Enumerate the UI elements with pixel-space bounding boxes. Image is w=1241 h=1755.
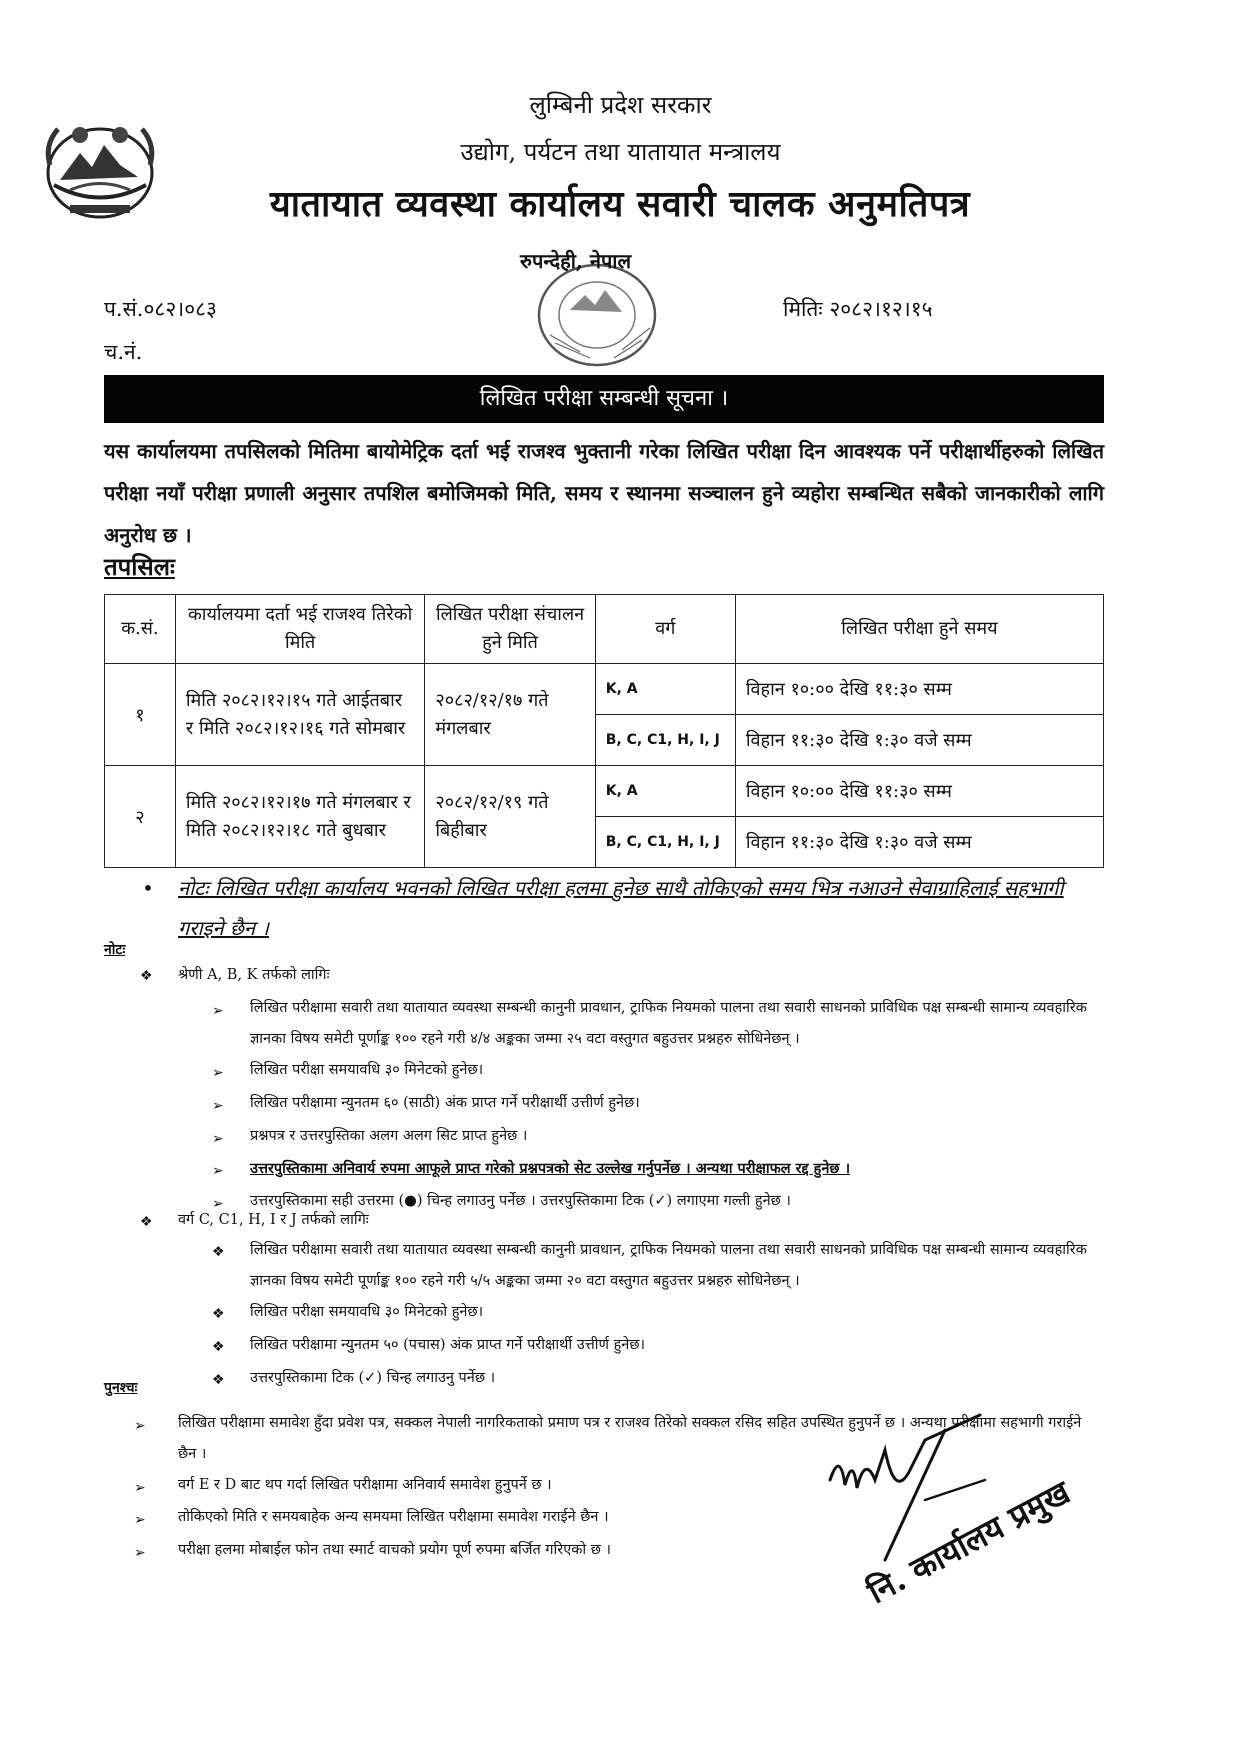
notice-banner: लिखित परीक्षा सम्बन्धी सूचना । (104, 375, 1104, 423)
postscript-item: वर्ग E र D बाट थप गर्दा लिखित परीक्षामा अनिवार्य समावेश हुनुपर्ने छ । (178, 1477, 552, 1493)
details-heading: तपसिलः (104, 552, 175, 581)
row-serial: १ (105, 664, 176, 766)
row-category: K, A (595, 766, 735, 817)
row-exam-date: २०८२/१२/१९ गते बिहीबार (425, 766, 595, 868)
arrow-bullet-icon: ➢ (134, 1418, 146, 1434)
diamond-bullet-icon: ❖ (140, 1214, 153, 1230)
group1-title: श्रेणी A, B, K तर्फको लागिः (178, 967, 330, 983)
table-row (105, 664, 1104, 715)
row-category: K, A (595, 664, 735, 715)
row-exam-time: विहान ११:३० देखि १:३० वजे सम्म (735, 817, 1103, 868)
bullet-icon: • (142, 876, 154, 900)
exam-schedule-table (104, 594, 1104, 868)
postscript-item: परीक्षा हलमा मोबाईल फोन तथा स्मार्ट वाचको प्रयोग पूर्ण रुपमा बर्जित गरिएको छ । (178, 1542, 612, 1558)
group2-item: लिखित परीक्षामा न्युनतम ५० (पचास) अंक प्राप्त गर्ने परीक्षार्थी उत्तीर्ण हुनेछ। (250, 1337, 645, 1353)
arrow-bullet-icon: ➢ (134, 1480, 146, 1496)
group2-title: वर्ग C, C1, H, I र J तर्फको लागिः (178, 1212, 369, 1228)
postscript-item: तोकिएको मिति र समयबाहेक अन्य समयमा लिखित परीक्षामा समावेश गराईने छैन । (178, 1509, 609, 1525)
postscript-heading: पुनश्चः (104, 1380, 138, 1396)
group2-item: लिखित परीक्षामा सवारी तथा यातायात व्यवस्था सम्बन्धी कानुनी प्रावधान, ट्राफिक नियमको पालना तथा सवारी साधनको प्राविधिक पक्ष सम्बन्धी सामान्य व्यवहारिक ज्ञानका विषय समेटी पूर्णाङ्क १०० रहने गरी ५/५ अङ्कका जम्मा २० वटा वस्तुगत बहुउत्तर प्रश्नहरु सोधिनेछन् । (250, 1242, 1087, 1289)
group1-item: लिखित परीक्षामा न्युनतम ६० (साठी) अंक प्राप्त गर्ने परीक्षार्थी उत्तीर्ण हुनेछ। (250, 1095, 640, 1111)
office-title: यातायात व्यवस्था कार्यालय सवारी चालक अनुमतिपत्र (269, 183, 971, 225)
arrow-bullet-icon: ➢ (212, 1163, 224, 1179)
diamond-bullet-icon: ❖ (212, 1244, 225, 1260)
issue-date: मितिः २०८२।१२।१५ (783, 297, 933, 321)
header-serial: क.सं. (105, 595, 176, 664)
province-government-title: लुम्बिनी प्रदेश सरकार (529, 91, 712, 119)
diamond-bullet-icon: ❖ (212, 1372, 225, 1388)
row-exam-date: २०८२/१२/१७ गते मंगलबार (425, 664, 595, 766)
arrow-bullet-icon: ➢ (212, 1003, 224, 1019)
row-registration-date: मिति २०८२।१२।१५ गते आईतबार र मिति २०८२।१२।१६ गते सोमबार (175, 664, 424, 766)
header-category: वर्ग (595, 595, 735, 664)
row-category: B, C, C1, H, I, J (595, 715, 735, 766)
arrow-bullet-icon: ➢ (134, 1545, 146, 1561)
dispatch-number: च.नं. (104, 340, 143, 364)
group1-item: लिखित परीक्षामा सवारी तथा यातायात व्यवस्था सम्बन्धी कानुनी प्रावधान, ट्राफिक नियमको पालना तथा सवारी साधनको प्राविधिक पक्ष सम्बन्धी सामान्य व्यवहारिक ज्ञानका विषय समेटी पूर्णाङ्क १०० रहने गरी ४/४ अङ्कका जम्मा २५ वटा वस्तुगत बहुउत्तर प्रश्नहरु सोधिनेछन् । (250, 1000, 1087, 1047)
office-location: रुपन्देही, नेपाल (520, 249, 632, 273)
header-exam-time: लिखित परीक्षा हुने समय (735, 595, 1103, 664)
group2-item: उत्तरपुस्तिकामा टिक (✓) चिन्ह लगाउनु पर्नेछ । (250, 1370, 496, 1386)
arrow-bullet-icon: ➢ (212, 1065, 224, 1081)
attendance-notice: नोटः लिखित परीक्षा कार्यालय भवनको लिखित परीक्षा हलमा हुनेछ साथै तोकिएको समय भित्र नआउने सेवाग्राहिलाई सहभागी गराइने छैन । (178, 876, 1064, 940)
row-exam-time: विहान १०:०० देखि ११:३० सम्म (735, 766, 1103, 817)
header-exam-date: लिखित परीक्षा संचालन हुने मिति (425, 595, 595, 664)
group2-item: लिखित परीक्षा समयावधि ३० मिनेटको हुनेछ। (250, 1304, 484, 1320)
group1-item: उत्तरपुस्तिकामा अनिवार्य रुपमा आफूले प्राप्त गरेको प्रश्नपत्रको सेट उल्लेख गर्नुपर्नेछ । अन्यथा परीक्षाफल रद्द हुनेछ । (250, 1160, 851, 1177)
arrow-bullet-icon: ➢ (134, 1512, 146, 1528)
table-header-row (105, 595, 1104, 664)
diamond-bullet-icon: ❖ (140, 968, 153, 984)
row-registration-date: मिति २०८२।१२।१७ गते मंगलबार र मिति २०८२।१२।१८ गते बुधबार (175, 766, 424, 868)
table-row (105, 766, 1104, 817)
postscript-item: लिखित परीक्षामा समावेश हुँदा प्रवेश पत्र, सक्कल नेपाली नागरिकताको प्रमाण पत्र र राजश्व तिरेको सक्कल रसिद सहित उपस्थित हुनुपर्ने छ । अन्यथा परीक्षामा सहभागी गराईने छैन । (178, 1415, 1082, 1462)
diamond-bullet-icon: ❖ (212, 1306, 225, 1322)
arrow-bullet-icon: ➢ (212, 1131, 224, 1147)
arrow-bullet-icon: ➢ (212, 1098, 224, 1114)
row-serial: २ (105, 766, 176, 868)
diamond-bullet-icon: ❖ (212, 1339, 225, 1355)
group1-item: उत्तरपुस्तिकामा सही उत्तरमा (●) चिन्ह लगाउनु पर्नेछ । उत्तरपुस्तिकामा टिक (✓) लगाएमा गल्ती हुनेछ । (250, 1193, 791, 1209)
notes-heading: नोटः (104, 942, 126, 958)
arrow-bullet-icon: ➢ (212, 1196, 224, 1212)
row-category: B, C, C1, H, I, J (595, 817, 735, 868)
reference-number: प.सं.०८२।०८३ (104, 297, 217, 321)
intro-paragraph: यस कार्यालयमा तपसिलको मितिमा बायोमेट्रिक दर्ता भई राजश्व भुक्तानी गरेका लिखित परीक्षा दिन आवश्यक पर्ने परीक्षार्थीहरुको लिखित परीक्षा नयाँ परीक्षा प्रणाली अनुसार तपशिल बमोजिमको मिति, समय र स्थानमा सञ्चालन हुने व्यहोरा सम्बन्धित सबैको जानकारीको लागि अनुरोध छ । (104, 439, 1104, 547)
signatory-title: नि. कार्यालय प्रमुख (861, 1472, 1077, 1612)
row-exam-time: विहान ११:३० देखि १:३० वजे सम्म (735, 715, 1103, 766)
row-exam-time: विहान १०:०० देखि ११:३० सम्म (735, 664, 1103, 715)
group1-item: लिखित परीक्षा समयावधि ३० मिनेटको हुनेछ। (250, 1062, 484, 1078)
ministry-title: उद्योग, पर्यटन तथा यातायात मन्त्रालय (460, 138, 781, 166)
header-registration-date: कार्यालयमा दर्ता भई राजश्व तिरेको मिति (175, 595, 424, 664)
group1-item: प्रश्नपत्र र उत्तरपुस्तिका अलग अलग सिट प्राप्त हुनेछ । (250, 1128, 528, 1144)
